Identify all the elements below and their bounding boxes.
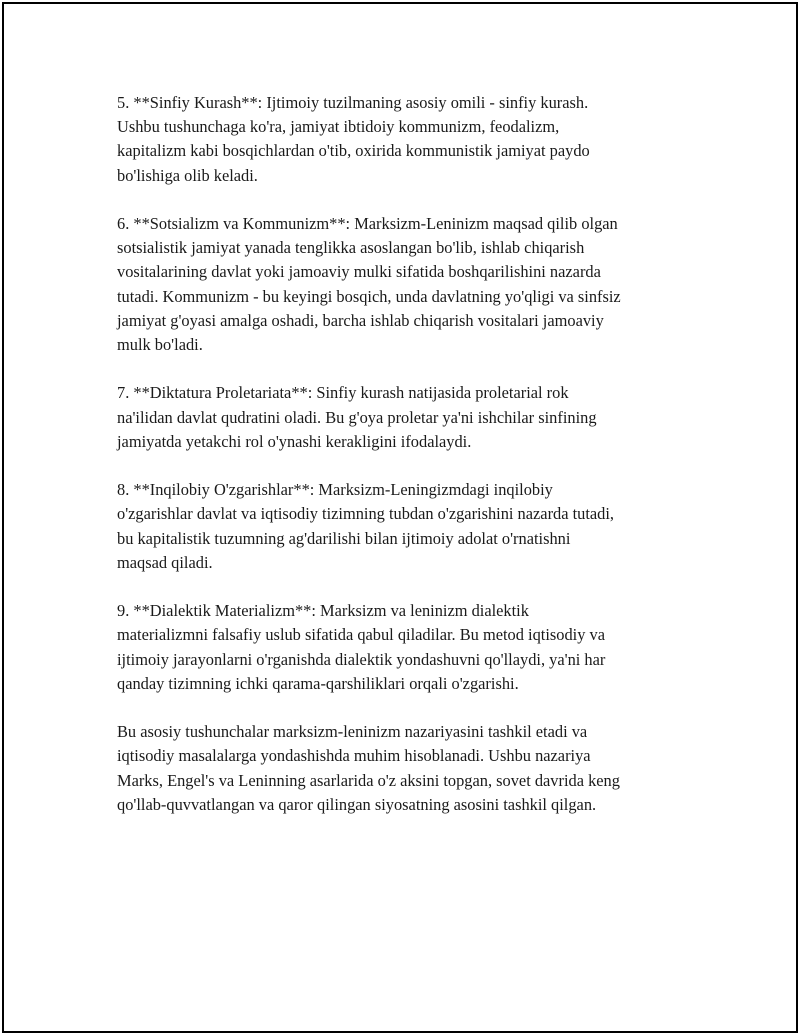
text-line: maqsad qiladi.	[117, 552, 213, 572]
text-line: jamiyatda yetakchi rol o'ynashi kerakligini ifodalaydi.	[117, 431, 472, 451]
text-line: sotsialistik jamiyat yanada tenglikka asoslangan bo'lib, ishlab chiqarish	[117, 238, 585, 258]
text-line: iqtisodiy masalalarga yondashishda muhim hisoblanadi. Ushbu nazariya	[117, 746, 591, 766]
text-line: o'zgarishlar davlat va iqtisodiy tizimning tubdan o'zgarishini nazarda tutadi,	[117, 504, 615, 524]
text-line: tutadi. Kommunizm - bu keyingi bosqich, unda davlatning yo'qligi va sinfsiz	[117, 286, 621, 306]
text-line: kapitalizm kabi bosqichlardan o'tib, oxirida kommunistik jamiyat paydo	[117, 141, 590, 161]
text-line: qo'llab-quvvatlangan va qaror qilingan siyosatning asosini tashkil qilgan.	[117, 794, 597, 814]
text-line: qanday tizimning ichki qarama-qarshiliklari orqali o'zgarishi.	[117, 673, 519, 693]
paragraph-diktatura-proletariata	[117, 381, 697, 454]
text-line: ijtimoiy jarayonlarni o'rganishda dialektik yondashuvni qo'llaydi, ya'ni har	[117, 649, 606, 669]
text-line: 6. **Sotsializm va Kommunizm**: Marksizm-Leninizm maqsad qilib olgan	[117, 214, 618, 233]
text-line: mulk bo'ladi.	[117, 335, 203, 355]
text-line: Ushbu tushunchaga ko'ra, jamiyat ibtidoiy kommunizm, feodalizm,	[117, 117, 560, 137]
text-line: Marks, Engel's va Leninning asarlarida o'z aksini topgan, sovet davrida keng	[117, 770, 620, 790]
text-line: materializmni falsafiy uslub sifatida qabul qiladilar. Bu metod iqtisodiy va	[117, 625, 605, 645]
document-body	[117, 91, 697, 841]
text-line: 8. **Inqilobiy O'zgarishlar**: Marksizm-Leningizmdagi inqilobiy	[117, 480, 553, 500]
text-line: bo'lishiga olib keladi.	[117, 165, 258, 185]
text-line: na'ilidan davlat qudratini oladi. Bu g'oya proletar ya'ni ishchilar sinfining	[117, 407, 597, 427]
text-line: jamiyat g'oyasi amalga oshadi, barcha ishlab chiqarish vositalari jamoaviy	[117, 310, 604, 330]
paragraph-conclusion	[117, 720, 697, 817]
paragraph-inqilobiy-ozgarishlar	[117, 478, 697, 575]
text-line: bu kapitalistik tuzumning ag'darilishi bilan ijtimoiy adolat o'rnatishni	[117, 528, 571, 548]
text-line: vositalarining davlat yoki jamoaviy mulki sifatida boshqarilishini nazarda	[117, 262, 601, 282]
paragraph-dialektik-materializm	[117, 599, 697, 696]
paragraph-sotsializm-kommunizm	[117, 212, 697, 357]
text-line: 9. **Dialektik Materializm**: Marksizm va leninizm dialektik	[117, 601, 529, 621]
text-line: 7. **Diktatura Proletariata**: Sinfiy kurash natijasida proletarial rok	[117, 383, 569, 403]
paragraph-sinfiy-kurash	[117, 91, 697, 188]
text-line: 5. **Sinfiy Kurash**: Ijtimoiy tuzilmaning asosiy omili - sinfiy kurash.	[117, 93, 589, 112]
text-line: Bu asosiy tushunchalar marksizm-leninizm nazariyasini tashkil etadi va	[117, 722, 588, 742]
